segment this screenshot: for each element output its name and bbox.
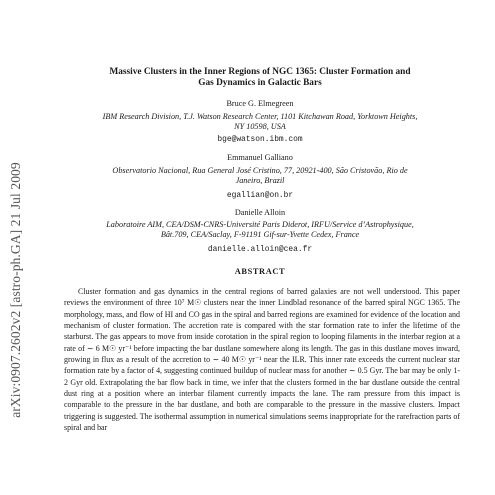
author-name: Bruce G. Elmegreen — [226, 99, 294, 108]
title-line-2: Gas Dynamics in Galactic Bars — [198, 78, 322, 88]
author-affiliation: NY 10598, USA — [234, 122, 286, 131]
arxiv-stamp — [4, 140, 28, 440]
paper-page — [40, 0, 480, 495]
abstract-text: Cluster formation and gas dynamics in the central regions of barred galaxies are not well understood. This paper reviews the environment of three 10⁷ M☉ clusters near the inner Lindblad resonance of the barred spiral NGC 1365. The morphology, mass, and flow of HI and CO gas in the spiral and barred regions are examined for evidence of the location and mechanism of cluster formation. The accretion rate is compared with the star formation rate to infer the lifetime of the starburst. The gas appears to move from inside corotation in the spiral region to looping filaments in the interbar region at a rate of ∼ 6 M☉ yr⁻¹ before impacting the bar dustlane somewhere along its length. The gas in this dustlane moves inward, growing in flux as a result of the accretion to ∼ 40 M☉ yr⁻¹ near the ILR. This inner rate exceeds the current nuclear star formation rate by a factor of 4, suggesting continued buildup of nuclear mass for another ∼ 0.5 Gyr. The bar may be only 1-2 Gyr old. Extrapolating the bar flow back in time, we infer that the clusters formed in the bar dustlane outside the central dust ring at a position where an interbar filament currently impacts the lane. The ram pressure from this impact is comparable to the pressure in the bar dustlane, and both are comparable to the pressure in the massive clusters. Impact triggering is suggested. The isothermal assumption in numerical simulations seems inappropriate for the rarefraction parts of spiral and bar — [64, 287, 460, 433]
title-line-1: Massive Clusters in the Inner Regions of NGC 1365: Cluster Formation and — [109, 67, 411, 77]
author-email[interactable]: egallian@on.br — [226, 191, 294, 200]
author-name: Danielle Alloin — [234, 208, 286, 217]
arxiv-identifier: arXiv:0907.2602v2 [astro-ph.GA] 21 Jul 2009 — [8, 162, 23, 418]
author-affiliation: Observatorio Nacional, Rua General José Cristino, 77, 20921-400, São Cristovão, Rio de — [112, 166, 408, 175]
author-name: Emmanuel Galliano — [227, 153, 293, 162]
author-affiliation: Janeiro, Brazil — [235, 176, 285, 185]
paper-title — [50, 67, 470, 89]
author-affiliation: Bât.709, CEA/Saclay, F-91191 Gif-sur-Yvette Cedex, France — [160, 230, 360, 239]
author-email[interactable]: danielle.alloin@cea.fr — [207, 245, 313, 254]
author-affiliation: Laboratoire AIM, CEA/DSM-CNRS-Université Paris Diderot, IRFU/Service d’Astrophysique, — [106, 220, 414, 229]
author-email[interactable]: bge@watson.ibm.com — [217, 135, 303, 144]
abstract-heading: ABSTRACT — [234, 267, 286, 276]
author-affiliation: IBM Research Division, T.J. Watson Research Center, 1101 Kitchawan Road, Yorktown Heights, — [102, 112, 418, 121]
